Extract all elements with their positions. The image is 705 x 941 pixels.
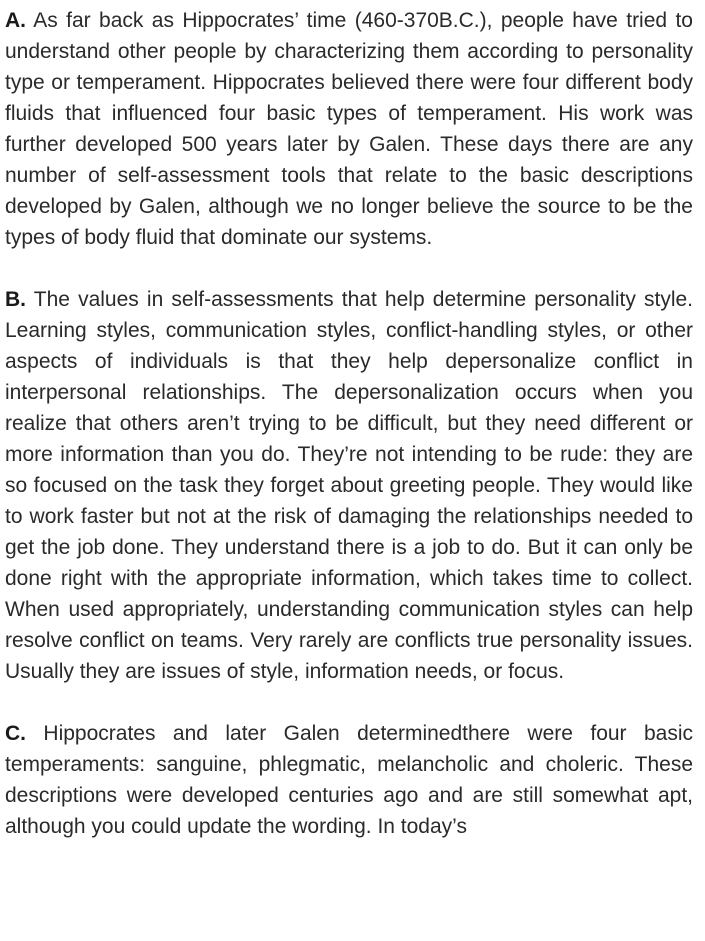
paragraph-text: As far back as Hippocrates’ time (460-370B.C.), people have tried to understand other people by characterizing them according to personality type or temperament. Hippocrates believed there were four different body fluids that influenced four basic types of temperament. His work was further developed 500 years later by Galen. These days there are any number of self-assessment tools that relate to the basic descriptions developed by Galen, although we no longer believe the source to be the types of body fluid that dominate our systems. (5, 9, 693, 249)
paragraph-label: C. (5, 722, 26, 745)
paragraph-text: Hippocrates and later Galen determinedthere were four basic temperaments: sanguine, phlegmatic, melancholic and choleric. These descriptions were developed centuries ago and are still somewhat apt, although you could update the wording. In today’s (5, 722, 693, 838)
document-page (5, 0, 693, 873)
paragraph-label: B. (5, 288, 26, 311)
paragraph-a (5, 0, 693, 253)
paragraph-c (5, 718, 693, 842)
paragraph-label: A. (5, 9, 26, 32)
paragraph-text: The values in self-assessments that help determine personality style. Learning styles, communication styles, conflict-handling styles, or other aspects of individuals is that they help depersonalize conflict in interpersonal relationships. The depersonalization occurs when you realize that others aren’t trying to be difficult, but they need different or more information than you do. They’re not intending to be rude: they are so focused on the task they forget about greeting people. They would like to work faster but not at the risk of damaging the relationships needed to get the job done. They understand there is a job to do. But it can only be done right with the appropriate information, which takes time to collect. When used appropriately, understanding communication styles can help resolve conflict on teams. Very rarely are conflicts true personality issues. Usually they are issues of style, information needs, or focus. (5, 288, 693, 683)
paragraph-b (5, 284, 693, 687)
